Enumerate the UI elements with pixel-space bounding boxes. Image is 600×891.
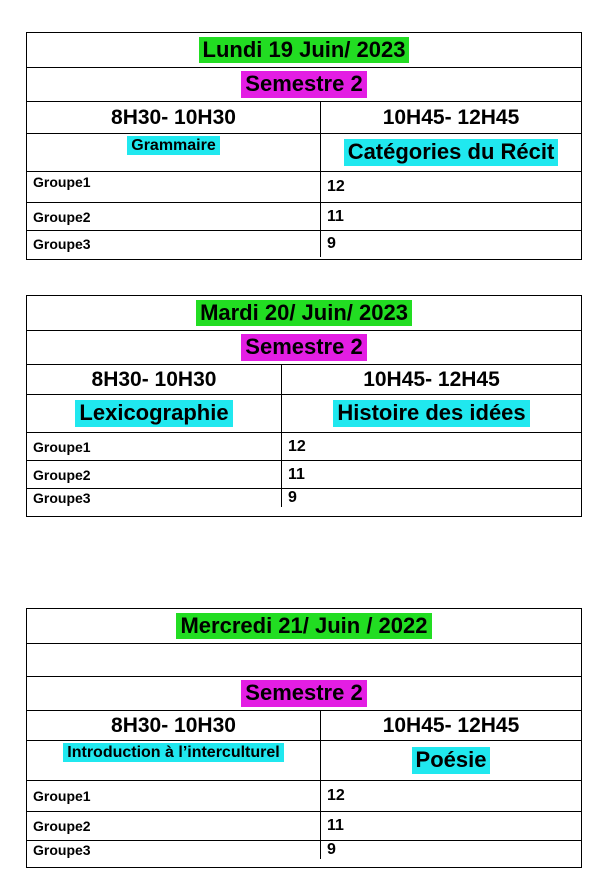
group-name: Groupe2 bbox=[33, 818, 91, 834]
group-value: 9 bbox=[288, 489, 297, 506]
time-slot-morning: 8H30- 10H30 bbox=[91, 367, 217, 391]
schedule-table-monday bbox=[26, 32, 582, 260]
group-value: 11 bbox=[288, 465, 305, 483]
group-row bbox=[27, 780, 581, 811]
subject-second: Histoire des idées bbox=[333, 400, 529, 426]
group-value: 11 bbox=[327, 817, 344, 834]
group-name: Groupe2 bbox=[33, 466, 91, 483]
time-slot-row bbox=[27, 710, 581, 740]
empty-row bbox=[27, 643, 581, 676]
group-name: Groupe3 bbox=[33, 490, 91, 506]
group-row bbox=[27, 202, 581, 230]
group-row bbox=[27, 432, 581, 460]
subject-row bbox=[27, 394, 581, 432]
subject-first: Introduction à l’interculturel bbox=[63, 743, 283, 762]
group-name: Groupe1 bbox=[33, 788, 91, 804]
group-name: Groupe3 bbox=[33, 842, 91, 858]
date-row bbox=[27, 609, 581, 643]
time-slot-late-morning: 10H45- 12H45 bbox=[363, 367, 500, 391]
semester-label: Semestre 2 bbox=[241, 71, 366, 97]
date-label: Mercredi 21/ Juin / 2022 bbox=[176, 613, 431, 639]
group-row bbox=[27, 460, 581, 488]
subject-second: Poésie bbox=[412, 747, 491, 773]
group-name: Groupe1 bbox=[33, 438, 91, 455]
time-slot-row bbox=[27, 364, 581, 394]
time-slot-morning: 8H30- 10H30 bbox=[111, 713, 236, 737]
subject-second: Catégories du Récit bbox=[344, 139, 559, 165]
semester-label: Semestre 2 bbox=[241, 680, 366, 706]
semester-row bbox=[27, 330, 581, 364]
group-name: Groupe3 bbox=[33, 236, 91, 252]
group-value: 12 bbox=[327, 787, 345, 804]
group-value: 11 bbox=[327, 207, 344, 225]
group-value: 12 bbox=[288, 437, 306, 455]
subject-first: Grammaire bbox=[127, 136, 220, 155]
group-row bbox=[27, 840, 581, 859]
group-row bbox=[27, 488, 581, 507]
group-value: 9 bbox=[327, 841, 336, 858]
date-row bbox=[27, 33, 581, 67]
time-slot-row bbox=[27, 101, 581, 133]
group-row bbox=[27, 811, 581, 840]
date-label: Mardi 20/ Juin/ 2023 bbox=[196, 300, 412, 326]
date-label: Lundi 19 Juin/ 2023 bbox=[199, 37, 410, 63]
semester-row bbox=[27, 676, 581, 710]
group-row bbox=[27, 230, 581, 257]
subject-row bbox=[27, 740, 581, 780]
group-name: Groupe2 bbox=[33, 208, 91, 225]
group-name: Groupe1 bbox=[33, 174, 91, 190]
schedule-table-wednesday bbox=[26, 608, 582, 868]
schedule-table-tuesday bbox=[26, 295, 582, 517]
semester-label: Semestre 2 bbox=[241, 334, 366, 360]
group-value: 9 bbox=[327, 235, 336, 252]
time-slot-morning: 8H30- 10H30 bbox=[111, 105, 236, 129]
group-row bbox=[27, 171, 581, 202]
time-slot-late-morning: 10H45- 12H45 bbox=[382, 105, 520, 129]
subject-first: Lexicographie bbox=[75, 400, 232, 426]
time-slot-late-morning: 10H45- 12H45 bbox=[382, 713, 520, 737]
group-value: 12 bbox=[327, 178, 345, 195]
date-row bbox=[27, 296, 581, 330]
subject-row bbox=[27, 133, 581, 171]
semester-row bbox=[27, 67, 581, 101]
